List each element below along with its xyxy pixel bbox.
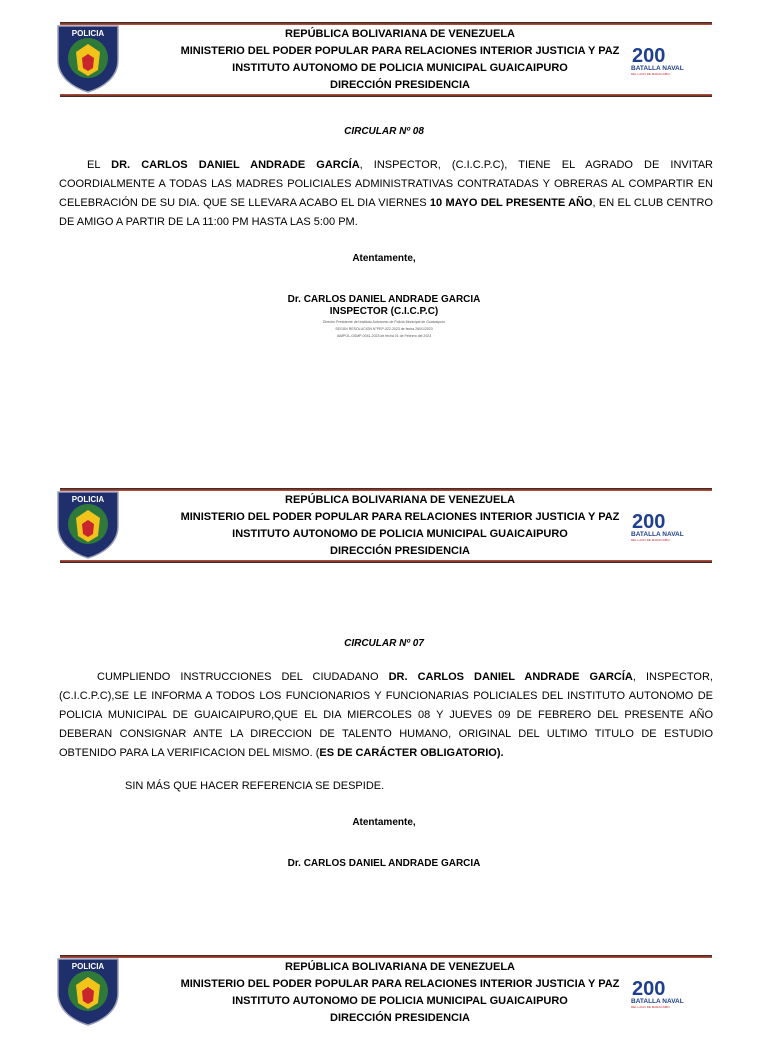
- svg-text:DEL LAGO DE MARACAIBO: DEL LAGO DE MARACAIBO: [631, 538, 670, 542]
- svg-text:BATALLA NAVAL: BATALLA NAVAL: [631, 531, 684, 538]
- signer-name-1: Dr. CARLOS DANIEL ANDRADE GARCIA: [287, 294, 481, 305]
- signer-name-2: Dr. CARLOS DANIEL ANDRADE GARCIA: [287, 858, 481, 869]
- institute-line: INSTITUTO AUTONOMO DE POLICIA MUNICIPAL GUAICAIPURO: [232, 62, 568, 74]
- ministry-line: MINISTERIO DEL PODER POPULAR PARA RELACIONES INTERIOR JUSTICIA Y PAZ: [180, 511, 620, 523]
- closing-1: Atentamente,: [352, 253, 416, 264]
- republic-line: REPÚBLICA BOLIVARIANA DE VENEZUELA: [285, 494, 515, 506]
- svg-text:DEL LAGO DE MARACAIBO: DEL LAGO DE MARACAIBO: [631, 1005, 670, 1009]
- police-shield-logo: [52, 955, 124, 1027]
- header-top-rule: [60, 22, 712, 25]
- director-name: DR. CARLOS DANIEL ANDRADE GARCÍA: [111, 159, 360, 171]
- direction-line: DIRECCIÓN PRESIDENCIA: [330, 1012, 470, 1024]
- svg-text:200: 200: [632, 45, 666, 67]
- svg-text:DEL LAGO DE MARACAIBO: DEL LAGO DE MARACAIBO: [631, 72, 670, 76]
- institute-line: INSTITUTO AUTONOMO DE POLICIA MUNICIPAL GUAICAIPURO: [232, 528, 568, 540]
- letterhead-3: [0, 955, 768, 1041]
- svg-text:POLICIA: POLICIA: [71, 962, 105, 971]
- ministry-line: MINISTERIO DEL PODER POPULAR PARA RELACIONES INTERIOR JUSTICIA Y PAZ: [180, 978, 620, 990]
- event-date: 10 MAYO DEL PRESENTE AÑO: [429, 197, 593, 209]
- header-text: [150, 26, 650, 94]
- police-shield-logo: [52, 488, 124, 560]
- republic-line: REPÚBLICA BOLIVARIANA DE VENEZUELA: [285, 28, 515, 40]
- header-top-rule: [60, 488, 712, 491]
- letterhead-1: [0, 22, 768, 108]
- mandatory-note: ES DE CARÁCTER OBLIGATORIO).: [319, 747, 504, 759]
- signer-title-1: INSPECTOR (C.I.C.P.C): [329, 306, 439, 317]
- svg-text:POLICIA: POLICIA: [71, 495, 105, 504]
- header-bottom-rule: [60, 94, 712, 97]
- ministry-line: MINISTERIO DEL PODER POPULAR PARA RELACIONES INTERIOR JUSTICIA Y PAZ: [180, 45, 620, 57]
- batalla-naval-emblem: [628, 42, 698, 78]
- direction-line: DIRECCIÓN PRESIDENCIA: [330, 79, 470, 91]
- svg-text:200: 200: [632, 978, 666, 1000]
- svg-text:POLICIA: POLICIA: [71, 29, 105, 38]
- institute-line: INSTITUTO AUTONOMO DE POLICIA MUNICIPAL GUAICAIPURO: [232, 995, 568, 1007]
- header-text: [150, 959, 650, 1027]
- letterhead-2: [0, 488, 768, 574]
- republic-line: REPÚBLICA BOLIVARIANA DE VENEZUELA: [285, 961, 515, 973]
- director-name: DR. CARLOS DANIEL ANDRADE GARCÍA: [388, 671, 633, 683]
- header-bottom-rule: [60, 560, 712, 563]
- circular-07-title: CIRCULAR Nº 07: [344, 638, 424, 649]
- batalla-naval-emblem: [628, 508, 698, 544]
- police-shield-logo: [52, 22, 124, 94]
- svg-text:BATALLA NAVAL: BATALLA NAVAL: [631, 998, 684, 1005]
- signer-fine-2: SEGÚN RESOLUCION N°PEP-022-2023 de fecha 26/01/2023: [335, 327, 433, 331]
- closing-2: Atentamente,: [352, 817, 416, 828]
- circular-07-body: CUMPLIENDO INSTRUCCIONES DEL CIUDADANO DR. CARLOS DANIEL ANDRADE GARCÍA, INSPECTOR, (C.I.C.P.C),SE LE INFORMA A TODOS LOS FUNCIONARIOS Y FUNCIONARIAS POLICIALES DEL INSTITUTO AUTONOMO DE POLICIA MUNICIPAL DE GUAICAIPURO,QUE EL DIA MIERCOLES 08 Y JUEVES 09 DE FEBRERO DEL PRESENTE AÑO DEBERAN CONSIGNAR ANTE LA DIRECCION DE TALENTO HUMANO, ORIGINAL DEL ULTIMO TITULO DE ESTUDIO OBTENIDO PARA LA VERIFICACION DEL MISMO. (ES DE CARÁCTER OBLIGATORIO).: [59, 671, 713, 759]
- circular-08-title: CIRCULAR Nº 08: [344, 126, 424, 137]
- batalla-naval-emblem: [628, 975, 698, 1011]
- circular-08-body: EL DR. CARLOS DANIEL ANDRADE GARCÍA, INSPECTOR, (C.I.C.P.C), TIENE EL AGRADO DE INVITAR COORDIALMENTE A TODAS LAS MADRES POLICIALES ADMINISTRATIVAS CONTRATADAS Y OBRERAS AL COMPARTIR EN CELEBRACIÓN DE SU DIA. QUE SE LLEVARA ACABO EL DIA VIERNES 10 MAYO DEL PRESENTE AÑO, EN EL CLUB CENTRO DE AMIGO A PARTIR DE LA 11:00 PM HASTA LAS 5:00 PM.: [59, 159, 713, 228]
- farewell-line: SIN MÁS QUE HACER REFERENCIA SE DESPIDE.: [125, 780, 385, 792]
- svg-text:200: 200: [632, 511, 666, 533]
- signer-fine-3: IAMPOL-GSMP-0041-2023 de fecha 01 de Febrero del 2023: [336, 334, 432, 338]
- signer-fine-1: Director Presidente del Instituto Autonomo de Policia Municipal de Guaicaipuro: [322, 320, 446, 324]
- header-text: [150, 492, 650, 560]
- header-top-rule: [60, 955, 712, 958]
- svg-text:BATALLA NAVAL: BATALLA NAVAL: [631, 65, 684, 72]
- direction-line: DIRECCIÓN PRESIDENCIA: [330, 545, 470, 557]
